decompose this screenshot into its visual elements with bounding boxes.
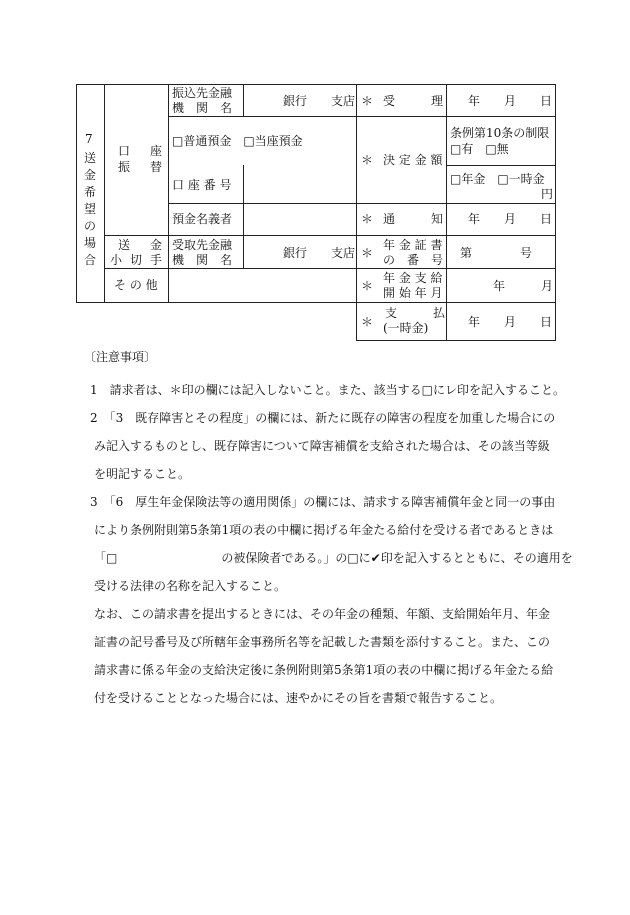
- notice-date: 年 月 日: [468, 212, 553, 226]
- table-border: [76, 302, 556, 303]
- method-check-label: 手: [150, 253, 163, 267]
- ordinance-limit-label: 条例第10条の制限: [450, 126, 550, 140]
- table-border: [555, 84, 556, 341]
- table-border: [356, 340, 556, 341]
- note-text: 「□: [94, 551, 118, 565]
- note-text: 「6 厚生年金保険法等の適用関係」の欄には、請求する障害補償年金と同一の事由: [109, 495, 556, 509]
- payment-date: 年 月 日: [468, 315, 553, 329]
- method-transfer-label: 替: [150, 160, 163, 174]
- note-number: 3: [90, 495, 98, 509]
- remittance-form-table: [0, 0, 630, 345]
- table-rule: [446, 84, 447, 341]
- pension-type-options[interactable]: □年金 □一時金: [450, 172, 545, 186]
- bank-label: 機 関 名: [172, 101, 233, 115]
- account-number-label: 口 座 番 号: [172, 178, 232, 192]
- certificate-label: 年 金 証 書: [383, 238, 443, 252]
- table-rule: [356, 84, 357, 341]
- note-text: 付を受けることとなった場合には、速やかにその旨を書類で報告すること。: [94, 691, 503, 705]
- table-rule: [168, 203, 556, 204]
- table-rule: [243, 84, 244, 117]
- method-transfer-label: 振: [118, 160, 131, 174]
- receiving-bank-suffix: 銀行 支店: [283, 246, 356, 260]
- note-text: により条例附則第5条第1項の表の中欄に掲げる年金たる給付を受ける者であるときは: [94, 523, 554, 537]
- note-item-3: [84, 488, 573, 600]
- method-transfer-label: 座: [150, 144, 163, 158]
- payment-start-label: 開 始 年 月: [383, 286, 443, 300]
- official-use-mark: ＊: [361, 153, 374, 167]
- note-number: 2: [90, 411, 98, 425]
- method-other-label: そ の 他: [114, 278, 158, 292]
- table-rule: [168, 84, 169, 303]
- table-border: [76, 84, 556, 85]
- decision-amount-label: 決 定 金 額: [383, 153, 443, 167]
- method-check-label: 切: [130, 253, 143, 267]
- note-text: を明記すること。: [94, 467, 191, 481]
- note-text: み記入するものとし、既存障害について障害補償を支給された場合は、その該当等級: [94, 439, 550, 453]
- table-rule: [243, 165, 244, 236]
- table-rule: [104, 235, 556, 236]
- table-rule: [446, 165, 556, 166]
- method-check-label: 金: [150, 238, 163, 252]
- notice-label: 通 知: [383, 212, 444, 226]
- yen-unit: 円: [541, 187, 554, 201]
- account-holder-label: 預金名義者: [172, 212, 233, 226]
- certificate-label: の 番 号: [383, 253, 444, 267]
- note-item-2: [84, 404, 564, 488]
- official-use-mark: ＊: [361, 246, 374, 260]
- payment-start-label: 年 金 支 給: [383, 271, 443, 285]
- certificate-number: 第 号: [460, 246, 533, 260]
- note-supplement: [84, 600, 564, 712]
- official-use-mark: ＊: [361, 94, 374, 108]
- payment-start-month: 年 月: [493, 279, 554, 293]
- table-rule: [243, 235, 244, 269]
- note-item-1: [84, 376, 564, 404]
- official-use-mark: ＊: [361, 212, 374, 226]
- note-text: 請求書に係る年金の支給決定後に条例附則第5条第1項の表の中欄に掲げる年金たる給: [94, 663, 554, 677]
- notes-heading: 〔注意事項〕: [84, 350, 157, 364]
- limit-options[interactable]: □有 □無: [450, 142, 509, 156]
- note-number: 1: [90, 383, 98, 397]
- official-use-mark: ＊: [361, 315, 374, 329]
- section-title: 送金希望の場合: [83, 151, 96, 267]
- method-check-label: 小: [110, 253, 123, 267]
- table-rule: [104, 268, 556, 269]
- table-rule: [168, 116, 556, 117]
- note-text: 受ける法律の名称を記入すること。: [94, 579, 287, 593]
- method-check-label: 送: [118, 238, 131, 252]
- note-text: の被保険者である。」の□に✔印を記入するとともに、その適用を: [221, 551, 573, 565]
- note-text: 請求者は、＊印の欄には記入しないこと。また、該当する□にレ印を記入すること。: [109, 383, 565, 397]
- received-label: 受 理: [383, 94, 444, 108]
- note-text: 「3 既存障害とその程度」の欄には、新たに既存の障害の程度を加重した場合にの: [109, 411, 556, 425]
- official-use-mark: ＊: [361, 279, 374, 293]
- bank-label: 振込先金融: [172, 86, 233, 100]
- section-number: 7: [85, 132, 93, 146]
- method-transfer-label: 口: [118, 144, 131, 158]
- payment-label: (一時金): [383, 321, 429, 335]
- note-text: 証書の記号番号及び所轄年金事務所名等を記載した書類を添付すること。また、この: [94, 635, 551, 649]
- table-rule: [104, 84, 105, 303]
- receiving-bank-label: 受取先金融: [172, 238, 233, 252]
- receiving-bank-label: 機 関 名: [172, 253, 233, 267]
- table-border: [76, 84, 77, 303]
- received-date: 年 月 日: [468, 94, 553, 108]
- account-type-options[interactable]: □普通預金 □当座預金: [172, 134, 303, 148]
- payment-label: 支 払: [385, 306, 446, 320]
- note-text: なお、この請求書を提出するときには、その年金の種類、年額、支給開始年月、年金: [94, 607, 551, 621]
- bank-branch-suffix: 銀行 支店: [283, 94, 356, 108]
